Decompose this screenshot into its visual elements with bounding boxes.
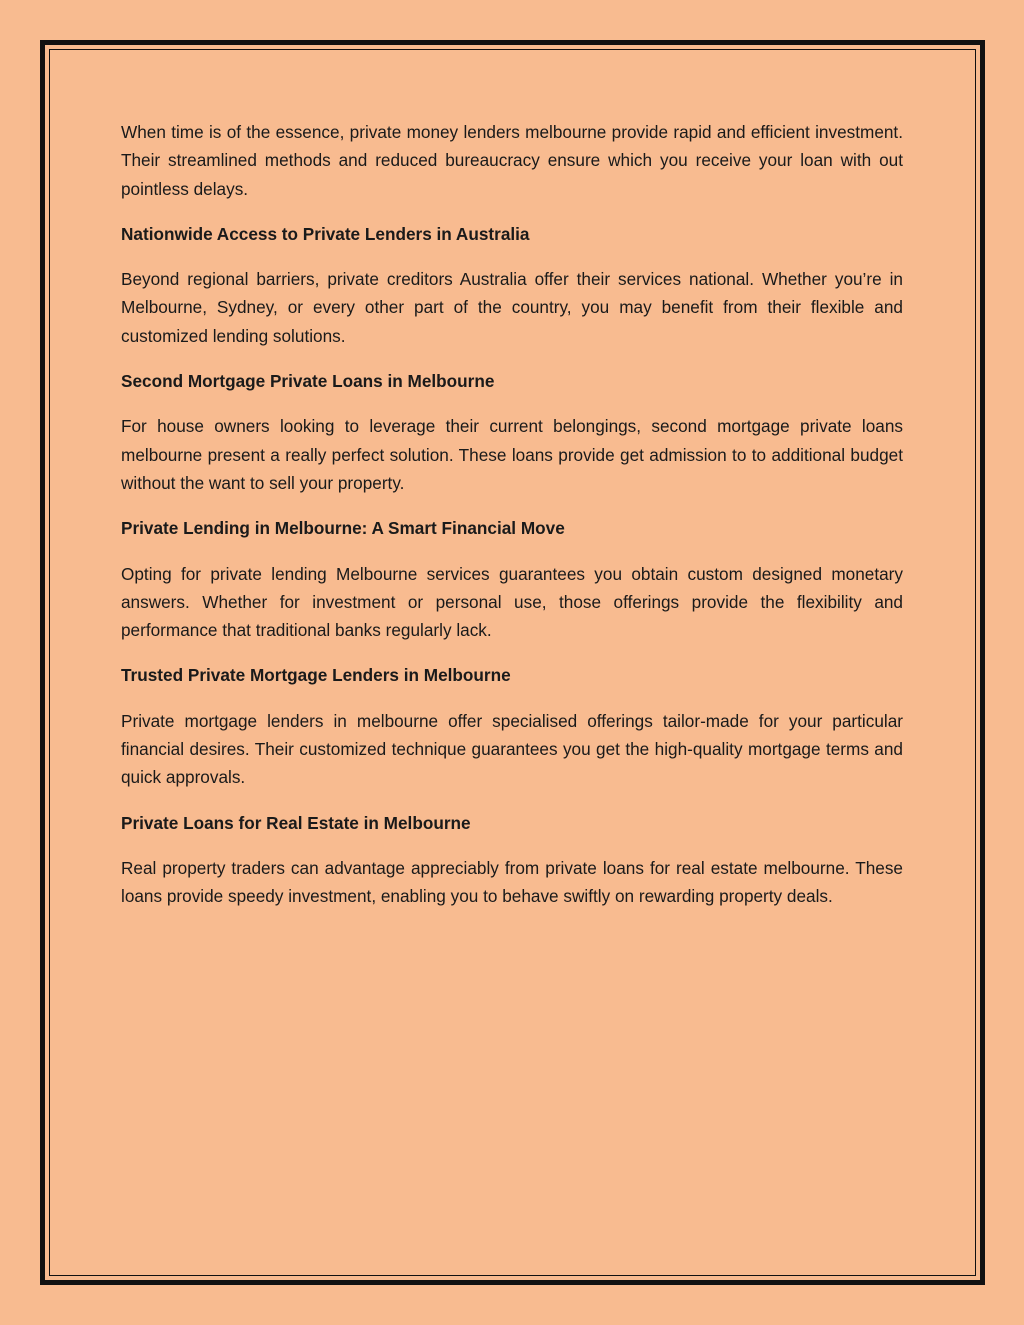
section-paragraph: Private mortgage lenders in melbourne offer specialised offerings tailor-made for your particular financial desires. Their customized technique guarantees you get the high-quality mortgage terms and quick approvals. [121,710,903,788]
section-heading: Private Loans for Real Estate in Melbourne [121,812,471,833]
section-heading: Nationwide Access to Private Lenders in Australia [121,223,530,244]
section-paragraph: Opting for private lending Melbourne services guarantees you obtain custom designed monetary answers. Whether for investment or personal use, those offerings provide the flexibility and performance that traditional banks regularly lack. [121,563,903,641]
section-paragraph: Beyond regional barriers, private creditors Australia offer their services national. Whether you’re in Melbourne, Sydney, or every other part of the country, you may benefit from their flexible and customized lending solutions. [121,269,903,346]
section-heading: Second Mortgage Private Loans in Melbourne [121,371,495,392]
document-body [121,118,903,928]
section-paragraph: Real property traders can advantage appreciably from private loans for real estate melbourne. These loans provide speedy investment, enabling you to behave swiftly on rewarding property deals. [121,857,903,907]
section-heading: Private Lending in Melbourne: A Smart Financial Move [121,518,565,539]
section-heading: Trusted Private Mortgage Lenders in Melbourne [121,665,511,686]
section-paragraph: For house owners looking to leverage their current belongings, second mortgage private loans melbourne present a really perfect solution. These loans provide get admission to to additional budget without the want to sell your property. [121,416,903,493]
intro-paragraph: When time is of the essence, private money lenders melbourne provide rapid and efficient investment. Their streamlined methods and reduced bureaucracy ensure which you receive your loan with out pointless delays. [121,122,903,199]
